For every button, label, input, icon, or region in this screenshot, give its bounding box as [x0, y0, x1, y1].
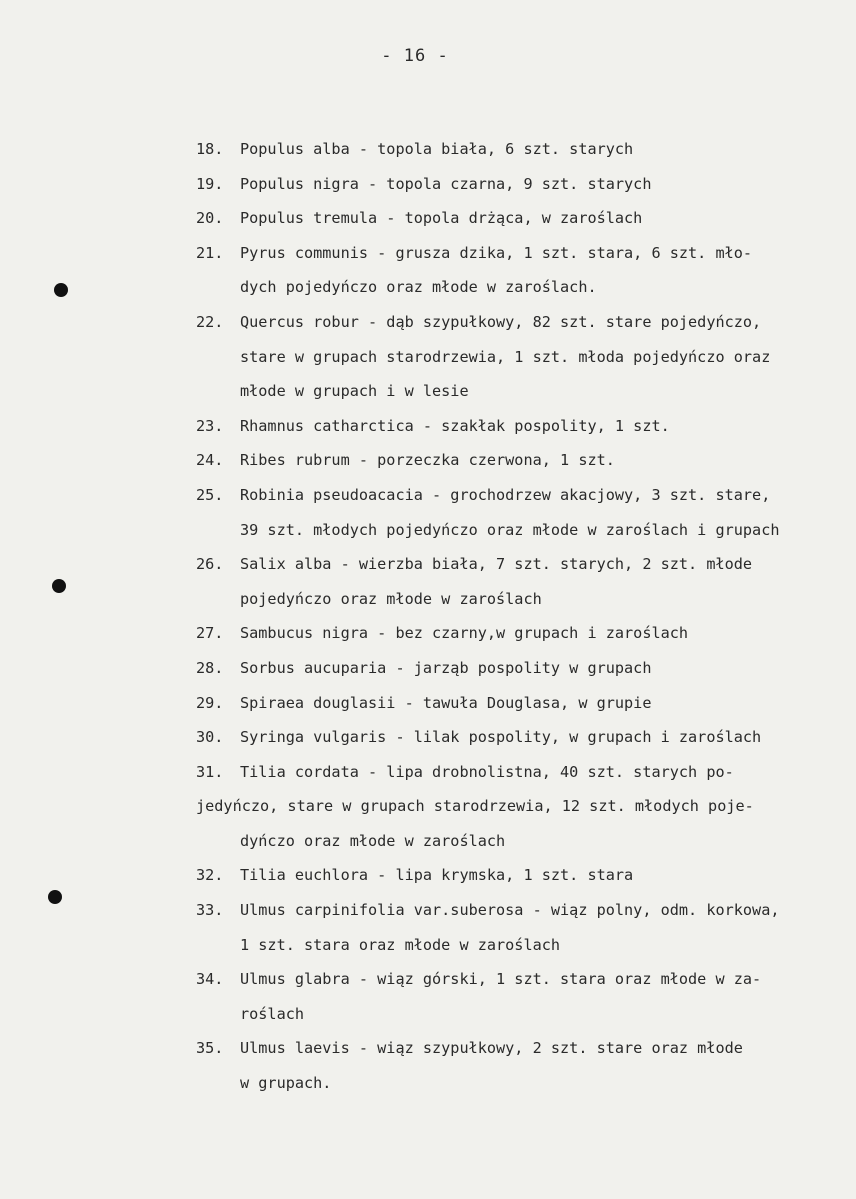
entry-text: Quercus robur - dąb szypułkowy, 82 szt. stare pojedyńczo,: [240, 312, 762, 331]
list-entry: [196, 1031, 856, 1066]
entry-text: Pyrus communis - grusza dzika, 1 szt. stara, 6 szt. mło-: [240, 243, 753, 262]
list-entry: [196, 443, 856, 478]
list-entry: [196, 755, 856, 790]
entry-number: 20.: [196, 209, 224, 228]
entry-text: Tilia euchlora - lipa krymska, 1 szt. stara: [240, 866, 634, 885]
entry-text: Salix alba - wierzba biała, 7 szt. starych, 2 szt. młode: [240, 555, 753, 574]
list-entry: [196, 651, 856, 686]
entry-continuation: 39 szt. młodych pojedyńczo oraz młode w zaroślach i grupach: [240, 520, 780, 539]
entry-text: Spiraea douglasii - tawuła Douglasa, w grupie: [240, 693, 652, 712]
entry-text: Ulmus laevis - wiąz szypułkowy, 2 szt. stare oraz młode: [240, 1039, 743, 1058]
entry-number: 24.: [196, 451, 224, 470]
punch-hole: [48, 890, 62, 904]
list-entry: [196, 962, 856, 997]
entry-number: 34.: [196, 970, 224, 989]
page-number: - 16 -: [381, 46, 449, 66]
entry-continuation: roślach: [240, 1004, 305, 1023]
entry-text: Populus tremula - topola drżąca, w zaroślach: [240, 209, 643, 228]
list-entry: [196, 686, 856, 721]
entry-continuation: jedyńczo, stare w grupach starodrzewia, 12 szt. młodych poje-: [196, 797, 754, 816]
entry-number: 21.: [196, 243, 224, 262]
list-entry: [196, 547, 856, 582]
entry-text: Ulmus carpinifolia var.suberosa - wiąz polny, odm. korkowa,: [240, 901, 780, 920]
entry-number: 33.: [196, 901, 224, 920]
punch-hole: [52, 579, 66, 593]
list-entry: [196, 236, 856, 271]
list-entry: [196, 720, 856, 755]
entry-continuation: młode w grupach i w lesie: [240, 382, 469, 401]
entry-text: Sambucus nigra - bez czarny,w grupach i zaroślach: [240, 624, 689, 643]
entry-text: Populus alba - topola biała, 6 szt. starych: [240, 140, 634, 158]
entry-number: 30.: [196, 728, 224, 747]
entry-text: Ribes rubrum - porzeczka czerwona, 1 szt.: [240, 451, 615, 470]
list-entry: [196, 409, 856, 444]
list-entry: [196, 167, 856, 202]
entry-continuation: pojedyńczo oraz młode w zaroślach: [240, 589, 542, 608]
list-entry: [196, 858, 856, 893]
list-entry: [196, 132, 856, 167]
list-entry: [196, 616, 856, 651]
entry-number: 18.: [196, 140, 224, 158]
entry-number: 22.: [196, 312, 224, 331]
entry-text: Ulmus glabra - wiąz górski, 1 szt. stara oraz młode w za-: [240, 970, 762, 989]
entry-number: 32.: [196, 866, 224, 885]
entry-number: 31.: [196, 762, 224, 781]
punch-hole: [54, 283, 68, 297]
list-entry: [196, 893, 856, 928]
list-entry: [196, 201, 856, 236]
entry-continuation: stare w grupach starodrzewia, 1 szt. młoda pojedyńczo oraz: [240, 347, 771, 366]
entry-text: Syringa vulgaris - lilak pospolity, w grupach i zaroślach: [240, 728, 762, 747]
entry-number: 28.: [196, 658, 224, 677]
entry-number: 29.: [196, 693, 224, 712]
species-list: [196, 132, 856, 1101]
entry-text: Populus nigra - topola czarna, 9 szt. starych: [240, 174, 652, 193]
entry-number: 27.: [196, 624, 224, 643]
entry-text: Tilia cordata - lipa drobnolistna, 40 szt. starych po-: [240, 762, 734, 781]
entry-number: 35.: [196, 1039, 224, 1058]
entry-continuation: dyńczo oraz młode w zaroślach: [240, 831, 506, 850]
entry-text: Rhamnus catharctica - szakłak pospolity, 1 szt.: [240, 416, 670, 435]
entry-number: 25.: [196, 485, 224, 504]
entry-number: 26.: [196, 555, 224, 574]
list-entry: [196, 305, 856, 340]
entry-number: 23.: [196, 416, 224, 435]
entry-continuation: 1 szt. stara oraz młode w zaroślach: [240, 935, 561, 954]
entry-text: Robinia pseudoacacia - grochodrzew akacjowy, 3 szt. stare,: [240, 485, 771, 504]
list-entry: [196, 478, 856, 513]
entry-number: 19.: [196, 174, 224, 193]
entry-continuation: dych pojedyńczo oraz młode w zaroślach.: [240, 278, 597, 297]
entry-text: Sorbus aucuparia - jarząb pospolity w grupach: [240, 658, 652, 677]
entry-continuation: w grupach.: [240, 1074, 332, 1093]
